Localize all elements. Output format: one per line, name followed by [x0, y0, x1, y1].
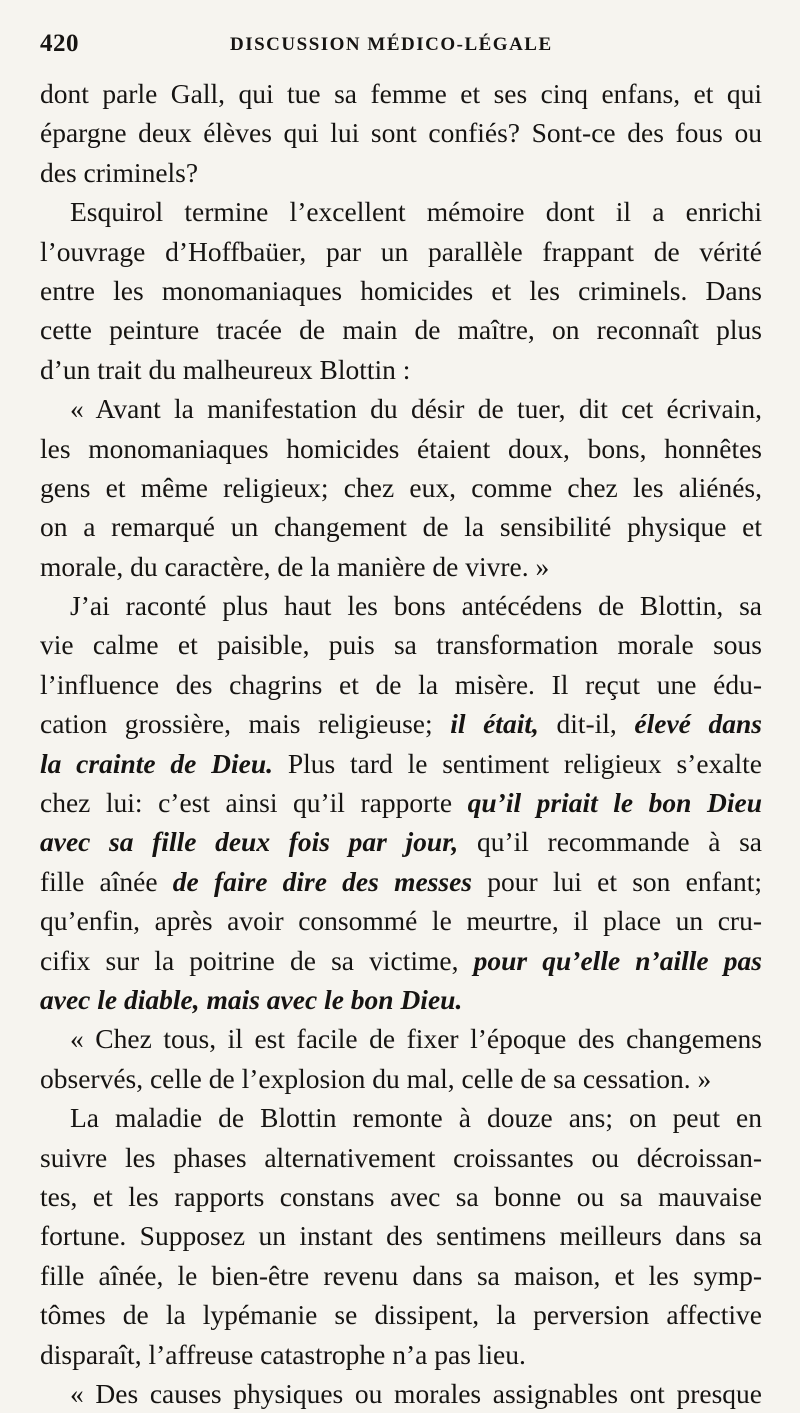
text-segment: suivre les phases alternativement croissantes ou décroissan- [40, 1141, 762, 1173]
text-segment: « Des causes physiques ou morales assignables ont presque [70, 1377, 762, 1409]
text-line [40, 350, 762, 389]
text-segment: « Chez tous, il est facile de fixer l’époque des changemens [70, 1023, 762, 1055]
text-line [40, 862, 762, 901]
text-line [40, 901, 762, 940]
text-line [40, 310, 762, 349]
text-segment: gens et même religieux; chez eux, comme chez les aliénés, [40, 471, 762, 503]
text-line [40, 1138, 762, 1177]
italic-text-segment: il était, [450, 708, 539, 740]
text-line [40, 153, 762, 192]
text-line [40, 1216, 762, 1255]
italic-text-segment: qu’il priait le bon Dieu [467, 787, 762, 819]
text-segment: J’ai raconté plus haut les bons antécédens de Blottin, sa [70, 590, 762, 622]
text-segment: cation grossière, mais religieuse; [40, 708, 451, 740]
text-line [40, 783, 762, 822]
text-line [40, 389, 762, 428]
text-segment: fille aînée, le bien-être revenu dans sa maison, et les symp- [40, 1259, 762, 1291]
text-segment: on a remarqué un changement de la sensibilité physique et [40, 511, 762, 543]
italic-text-segment: pour qu’elle n’aille pas [473, 944, 762, 976]
text-line [40, 1059, 762, 1098]
text-line [40, 507, 762, 546]
running-header [40, 30, 760, 64]
text-line [40, 1098, 762, 1137]
text-segment: morale, du caractère, de la manière de vivre. » [40, 550, 550, 582]
text-segment: des criminels? [40, 156, 199, 188]
text-segment: pour lui et son enfant; [471, 865, 762, 897]
text-line [40, 1177, 762, 1216]
text-line [40, 192, 762, 231]
text-segment: l’influence des chagrins et de la misère. Il reçut une édu- [40, 668, 762, 700]
text-segment: La maladie de Blottin remonte à douze ans; on peut en [70, 1102, 762, 1134]
text-segment: observés, celle de l’explosion du mal, celle de sa cessation. » [40, 1062, 712, 1094]
running-title: DISCUSSION MÉDICO-LÉGALE [230, 34, 553, 55]
text-line [40, 625, 762, 664]
text-segment: dont parle Gall, qui tue sa femme et ses cinq enfans, et qui [40, 78, 762, 109]
text-line [40, 980, 762, 1019]
text-line [40, 1019, 762, 1058]
italic-text-segment: élevé dans [634, 708, 762, 740]
text-segment: Esquirol termine l’excellent mémoire dont il a enrichi [70, 196, 762, 228]
text-line [40, 113, 762, 152]
text-segment: Plus tard le sentiment religieux s’exalte [273, 747, 762, 779]
text-line [40, 941, 762, 980]
text-line [40, 468, 762, 507]
text-segment: entre les monomaniaques homicides et les criminels. Dans [40, 274, 762, 306]
text-line [40, 822, 762, 861]
italic-text-segment: la crainte de Dieu. [40, 747, 274, 779]
text-line [40, 271, 762, 310]
text-segment: fille aînée [40, 865, 173, 897]
italic-text-segment: avec le diable, mais avec le bon Dieu. [40, 983, 463, 1015]
text-segment: qu’il recommande à sa [458, 826, 762, 858]
text-line [40, 704, 762, 743]
text-line [40, 74, 762, 113]
text-segment: qu’enfin, après avoir consommé le meurtre, il place un cru- [40, 905, 762, 937]
text-segment: l’ouvrage d’Hoffbaüer, par un parallèle frappant de vérité [40, 235, 762, 267]
page-number: 420 [40, 30, 79, 57]
text-segment: « Avant la manifestation du désir de tuer, dit cet écrivain, [70, 393, 762, 425]
text-line [40, 1335, 762, 1374]
text-segment: dit-il, [538, 708, 635, 740]
text-segment: tômes de la lypémanie se dissipent, la perversion affective [40, 1299, 762, 1331]
text-line [40, 429, 762, 468]
text-line [40, 586, 762, 625]
text-line [40, 547, 762, 586]
text-segment: disparaît, l’affreuse catastrophe n’a pas lieu. [40, 1338, 526, 1370]
body-text [40, 74, 762, 1413]
text-segment: tes, et les rapports constans avec sa bonne ou sa mauvaise [40, 1180, 762, 1212]
text-segment: cifix sur la poitrine de sa victime, [40, 944, 474, 976]
italic-text-segment: avec sa fille deux fois par jour, [40, 826, 459, 858]
text-segment: épargne deux élèves qui lui sont confiés? Sont-ce des fous ou [40, 117, 762, 149]
text-line [40, 1295, 762, 1334]
text-segment: d’un trait du malheureux Blottin : [40, 353, 411, 385]
text-line [40, 665, 762, 704]
text-segment: cette peinture tracée de main de maître, on reconnaît plus [40, 314, 762, 346]
text-segment: chez lui: c’est ainsi qu’il rapporte [40, 787, 468, 819]
text-line [40, 232, 762, 271]
text-line [40, 744, 762, 783]
text-line [40, 1374, 762, 1413]
text-segment: vie calme et paisible, puis sa transformation morale sous [40, 629, 762, 661]
italic-text-segment: de faire dire des messes [172, 865, 472, 897]
text-segment: fortune. Supposez un instant des sentimens meilleurs dans sa [40, 1220, 762, 1252]
text-segment: les monomaniaques homicides étaient doux, bons, honnêtes [40, 432, 762, 464]
text-line [40, 1256, 762, 1295]
